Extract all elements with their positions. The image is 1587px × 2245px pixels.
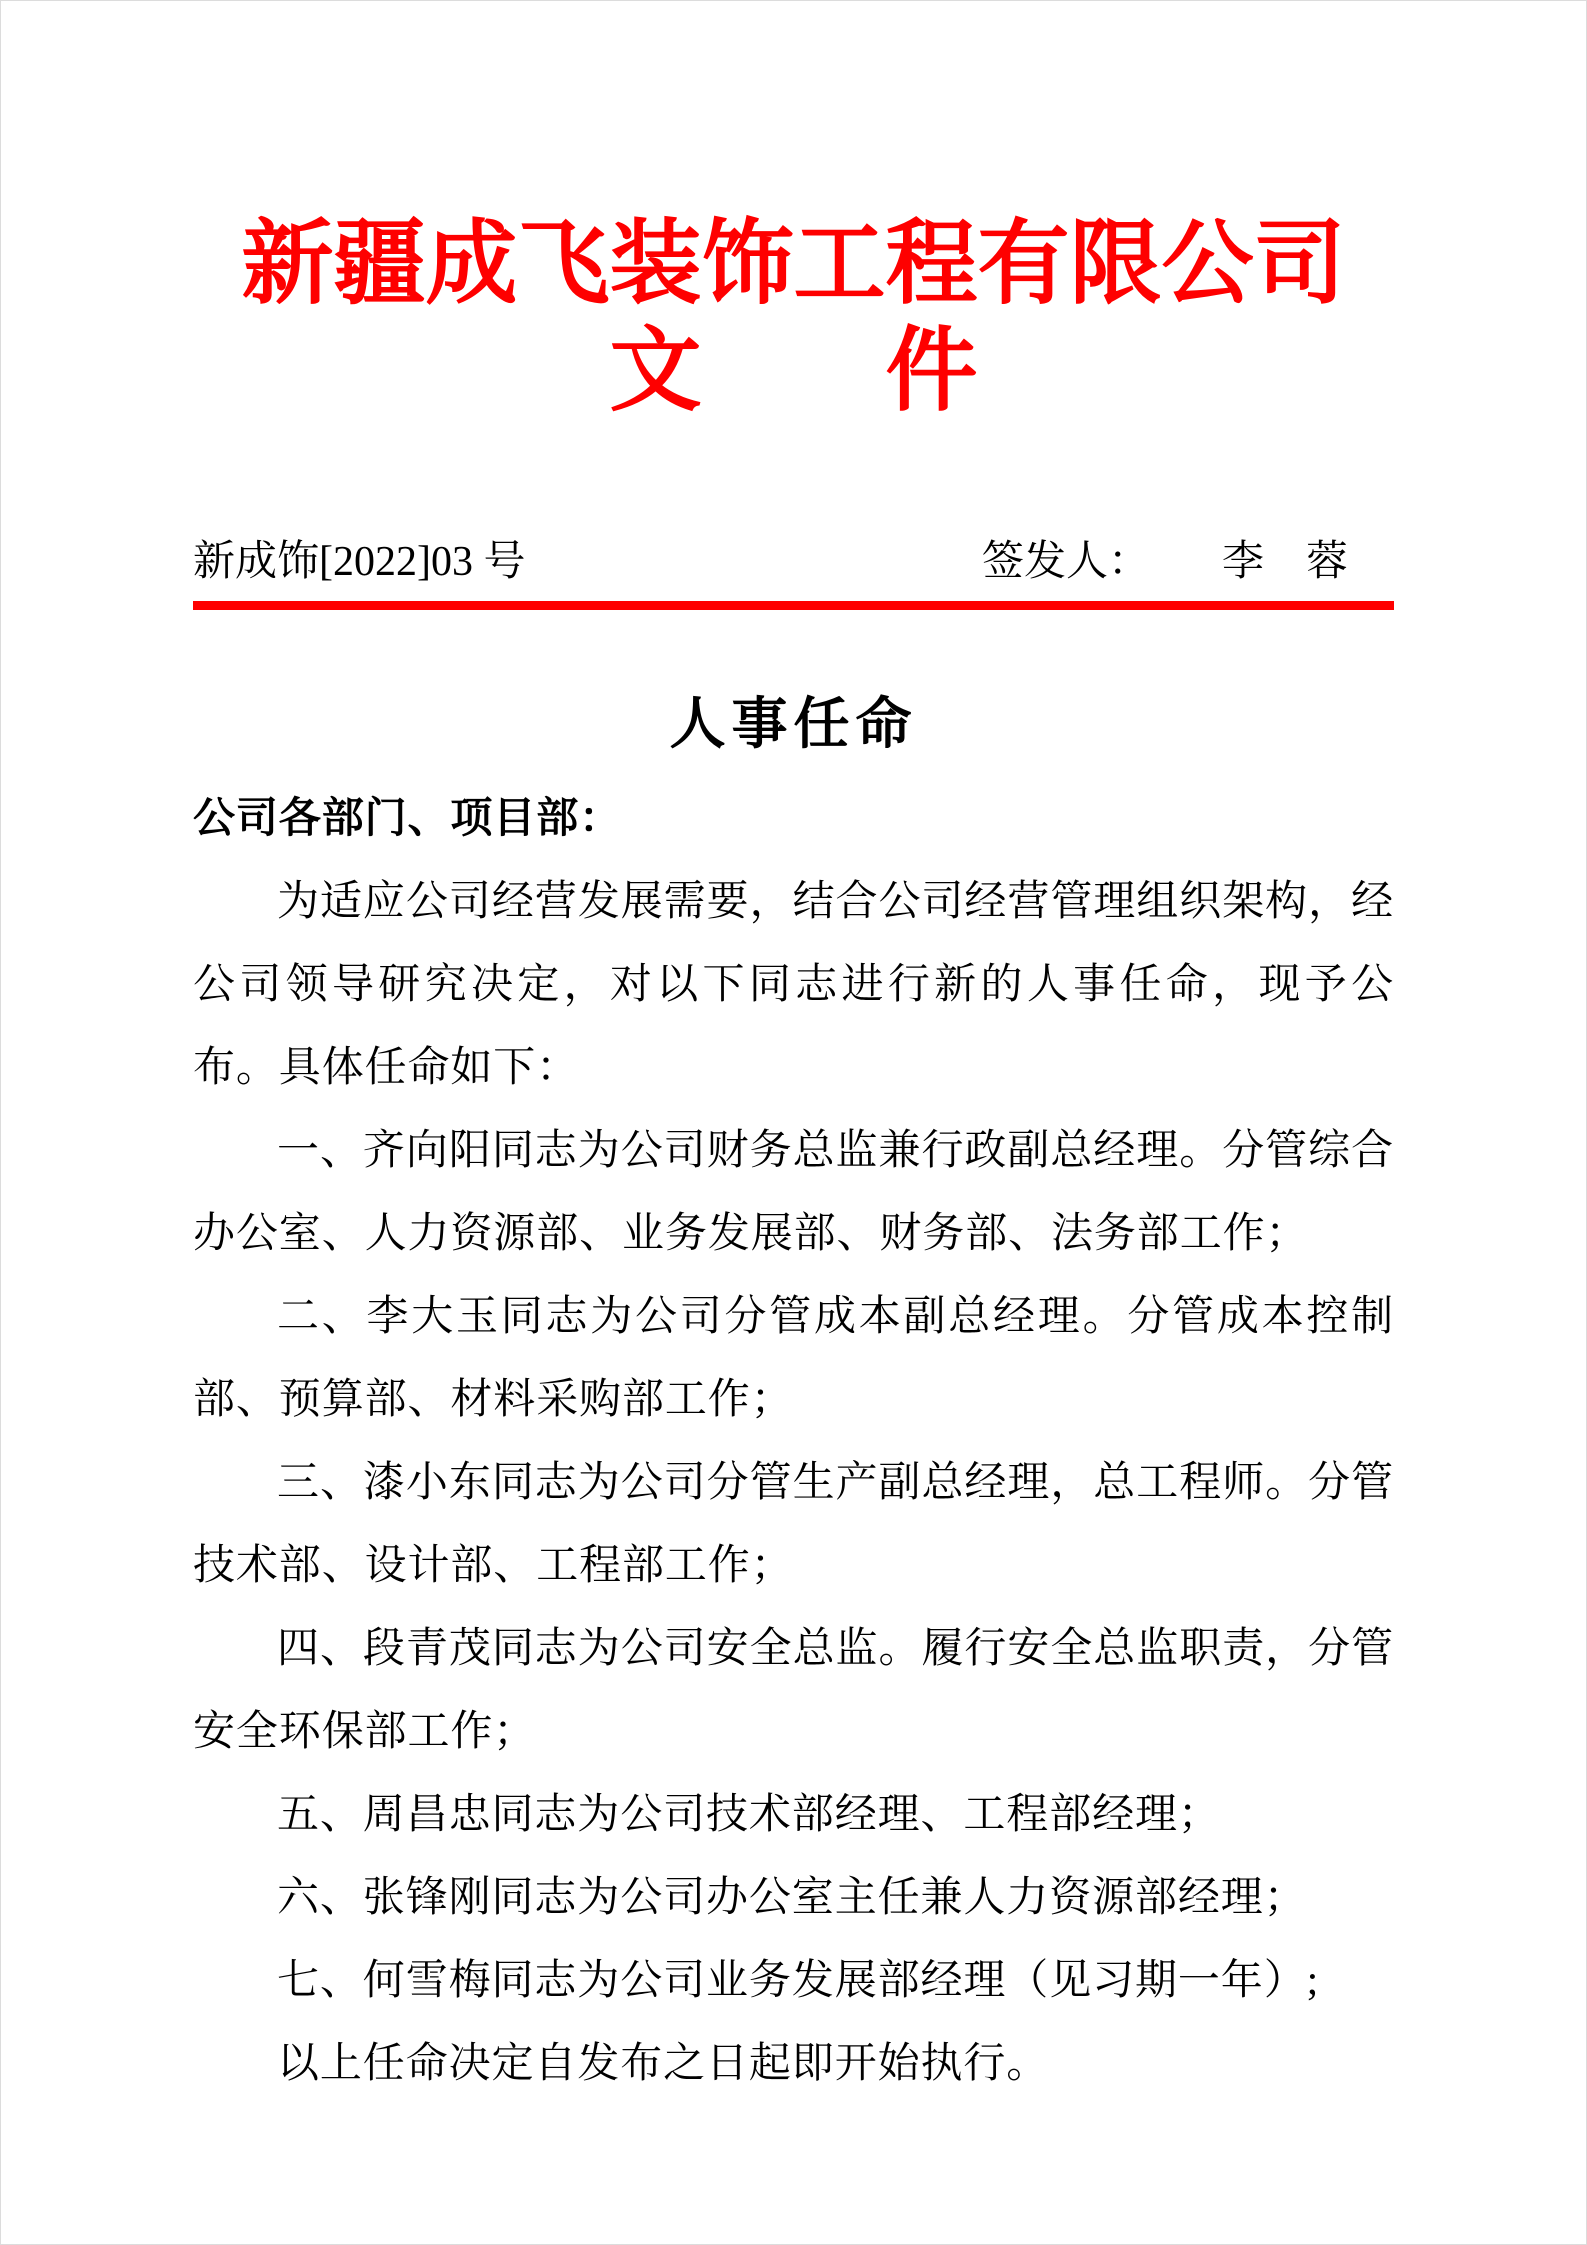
body-paragraph: 一、齐向阳同志为公司财务总监兼行政副总经理。分管综合办公室、人力资源部、业务发展部、财务部、法务部工作； [193,1127,1394,1257]
document-letterhead [193,211,1394,424]
body-paragraph: 三、漆小东同志为公司分管生产副总经理，总工程师。分管技术部、设计部、工程部工作； [193,1459,1394,1589]
body-paragraph: 为适应公司经营发展需要，结合公司经营管理组织架构，经公司领导研究决定，对以下同志进行新的人事任命，现予公布。具体任命如下： [193,878,1394,1091]
body-paragraph: 四、段青茂同志为公司安全总监。履行安全总监职责，分管安全环保部工作； [193,1625,1394,1755]
doc-word: 文 件 [609,319,978,422]
red-divider [193,601,1394,610]
issuer-label: 签发人： [981,539,1150,586]
body-paragraph: 二、李大玉同志为公司分管成本副总经理。分管成本控制部、预算部、材料采购部工作； [193,1293,1394,1423]
issuer-name: 李 蓉 [1221,539,1348,586]
issuer [982,538,1348,586]
doc-number: 新成饰[2022]03 号 [193,539,526,586]
doc-meta-row [193,538,1394,586]
body-paragraph: 以上任命决定自发布之日起即开始执行。 [277,2040,1050,2087]
body-paragraph: 公司各部门、项目部： [193,795,623,842]
body-paragraph: 五、周昌忠同志为公司技术部经理、工程部经理； [277,1791,1221,1838]
document-body [193,778,1394,2106]
body-paragraph: 七、何雪梅同志为公司业务发展部经理（见习期一年）; [277,1957,1320,2004]
body-paragraph: 六、张锋刚同志为公司办公室主任兼人力资源部经理； [277,1874,1307,1921]
org-name: 新疆成飞装饰工程有限公司 [241,213,1346,315]
document-title: 人事任命 [669,693,918,756]
document-content [1,211,1586,2106]
